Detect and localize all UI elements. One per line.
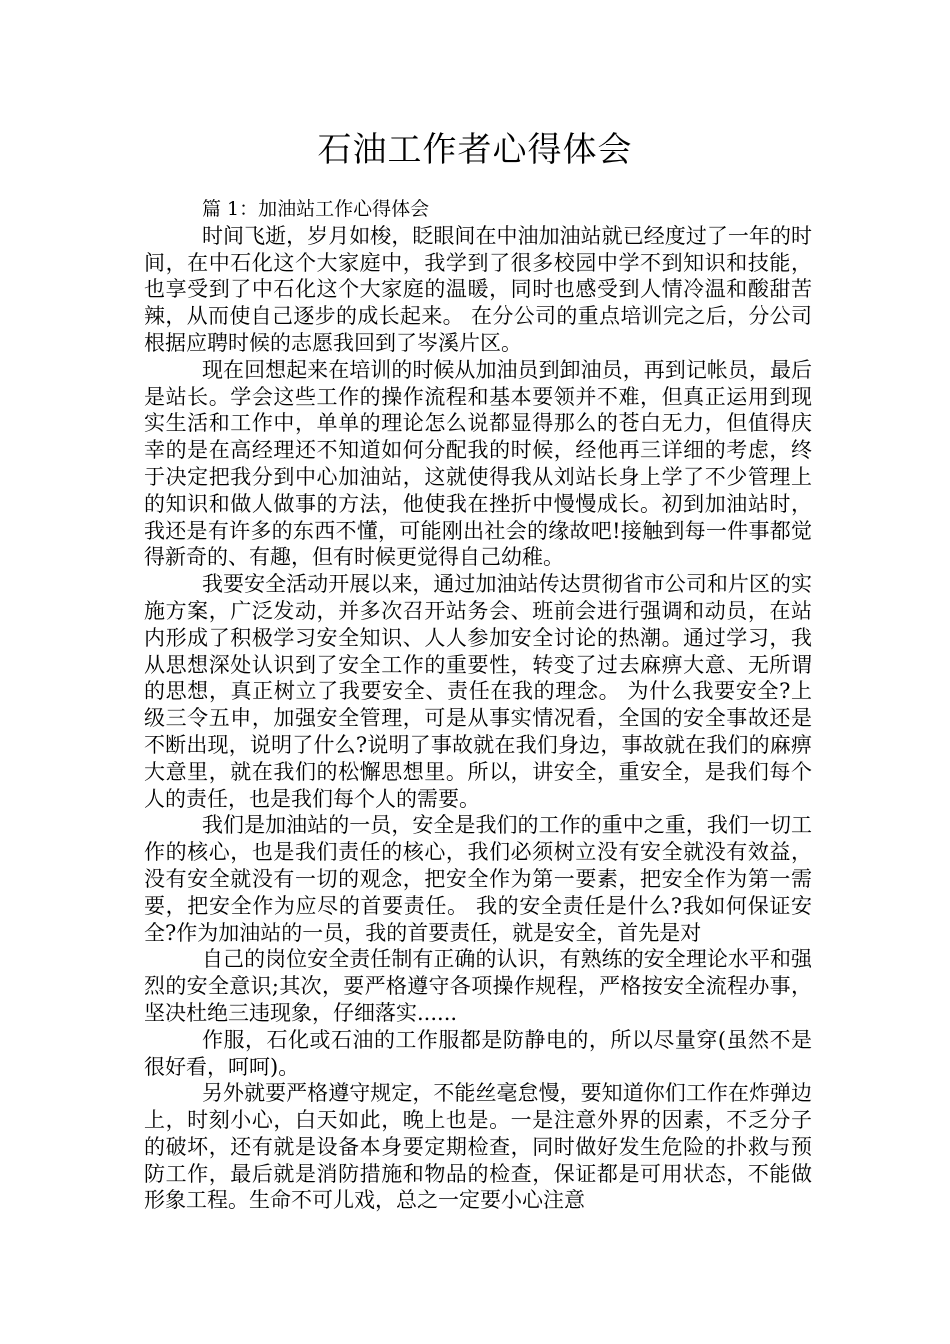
section-heading: 篇 1：加油站工作心得体会 — [202, 198, 430, 220]
paragraph-4: 我们是加油站的一员，安全是我们的工作的重中之重，我们一切工作的核心，也是我们责任的核心，我们必须树立没有安全就没有效益，没有安全就没有一切的观念，把安全作为第一要素，把安全作为第一需要，把安全作为应尽的首要责任。 我的安全责任是什么?我如何保证安全?作为加油站的一员，我的首要责任，就是安全，首先是对 — [144, 813, 812, 945]
paragraph-5: 自己的岗位安全责任制有正确的认识，有熟练的安全理论水平和强烈的安全意识;其次，要严格遵守各项操作规程，严格按安全流程办事，坚决杜绝三违现象，仔细落实...... — [144, 947, 812, 1025]
document-title: 石油工作者心得体会 — [317, 130, 633, 170]
paragraph-6: 作服，石化或石油的工作服都是防静电的，所以尽量穿(虽然不是很好看，呵呵)。 — [144, 1027, 812, 1079]
paragraph-1: 时间飞逝，岁月如梭，眨眼间在中油加油站就已经度过了一年的时间，在中石化这个大家庭中，我学到了很多校园中学不到知识和技能，也享受到了中石化这个大家庭的温暖，同时也感受到人情冷温和酸甜苦辣，从而使自己逐步的成长起来。 在分公司的重点培训完之后，分公司根据应聘时候的志愿我回到了岑溪片区。 — [144, 223, 812, 355]
document-body — [144, 196, 812, 1214]
paragraph-2: 现在回想起来在培训的时候从加油员到卸油员，再到记帐员，最后是站长。学会这些工作的操作流程和基本要领并不难，但真正运用到现实生活和工作中，单单的理论怎么说都显得那么的苍白无力，但值得庆幸的是在高经理还不知道如何分配我的时候，经他再三详细的考虑，终于决定把我分到中心加油站，这就使得我从刘站长身上学了不少管理上的知识和做人做事的方法，他使我在挫折中慢慢成长。初到加油站时，我还是有许多的东西不懂，可能刚出社会的缘故吧!接触到每一件事都觉得新奇的、有趣，但有时候更觉得自己幼稚。 — [144, 357, 812, 570]
paragraph-3: 我要安全活动开展以来，通过加油站传达贯彻省市公司和片区的实施方案，广泛发动，并多次召开站务会、班前会进行强调和动员，在站内形成了积极学习安全知识、人人参加安全讨论的热潮。通过学习，我从思想深处认识到了安全工作的重要性，转变了过去麻痹大意、无所谓的思想，真正树立了我要安全、责任在我的理念。 为什么我要安全?上级三令五申，加强安全管理，可是从事实情况看，全国的安全事故还是不断出现，说明了什么?说明了事故就在我们身边，事故就在我们的麻痹大意里，就在我们的松懈思想里。所以，讲安全，重安全，是我们每个人的责任，也是我们每个人的需要。 — [144, 572, 812, 811]
paragraph-7: 另外就要严格遵守规定，不能丝毫怠慢，要知道你们工作在炸弹边上，时刻小心，白天如此，晚上也是。一是注意外界的因素，不乏分子的破坏，还有就是设备本身要定期检查，同时做好发生危险的扑救与预防工作，最后就是消防措施和物品的检查，保证都是可用状态，不能做形象工程。生命不可儿戏，总之一定要小心注意 — [144, 1081, 812, 1213]
